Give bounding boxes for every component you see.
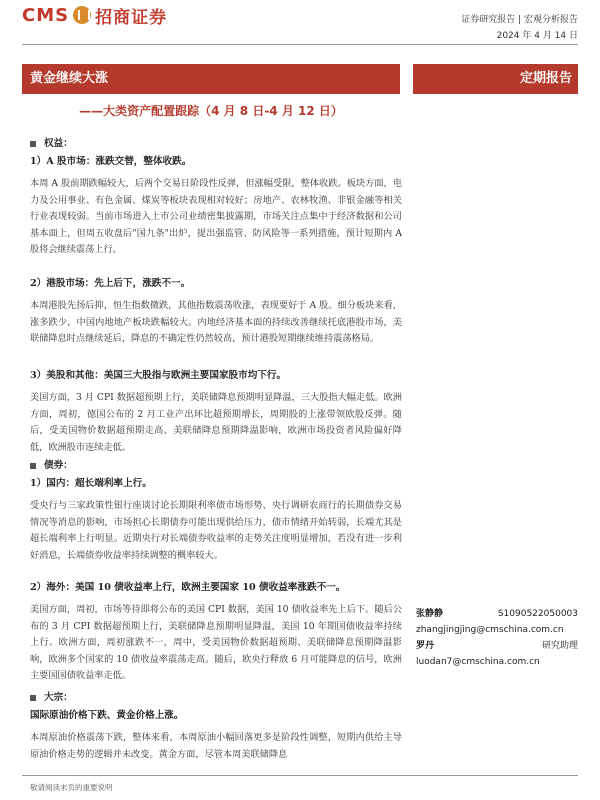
domestic-text: 受央行与三家政策性银行座谈讨论长期限利率债市场形势、央行调研农商行的长期债券交易情况等消息的影响，市场担心长期债券可能出现供给压力，债市情绪开始转弱，长端尤其是超长端利率上行明显。近期央行对长端债券收益率的走势关注度明显增加，若没有进一步利好消息，长端债券收益率持续调整的概率较大。 [30,500,402,561]
logo-cms-text: CMS [22,4,70,26]
logo-cn-text: 招商证券 [95,7,168,28]
report-date: 2024 年 4 月 14 日 [496,31,578,41]
analyst-role: 研究助理 [541,641,578,651]
a-share-text: 本周 A 股前期跌幅较大，后两个交易日阶段性反弹，但涨幅受限，整体收跌。板块方面，电力及公用事业、有色金属、煤炭等板块表现相对较好；房地产、农林牧渔、非银金融等相关行业表现较弱。当前市场进入上市公司业绩密集披露期，市场关注点集中于经济数据和公司基本面上，但周五收盘后"国九条"出炉，提出强监管、防风险等一系列措施，预计短期内 A 股将会继续震荡上行。 [30,178,402,256]
bond-title: 债券： [44,460,73,471]
equity-heading [30,136,402,152]
footer-note: 敬请阅读末页的重要说明 [30,783,113,792]
analyst-id: S1090522050003 [497,609,578,619]
commodity-sub-title: 国际原油价格下跌、黄金价格上涨。 [30,710,184,721]
square-bullet-icon [30,695,36,701]
square-bullet-icon [30,141,36,147]
hk-section [30,276,402,348]
overseas-title: 2）海外：美国 10 债收益率上行，欧洲主要国家 10 债收益率涨跌不一。 [30,582,346,593]
analyst-row [416,606,578,622]
analyst-panel [416,606,578,670]
header-meta [461,12,578,44]
company-logo [22,2,167,28]
report-subtitle: ——大类资产配置跟踪（4 月 8 日-4 月 12 日） [79,104,343,118]
us-section [30,368,402,456]
analyst-row [416,638,578,654]
hk-title: 2）港股市场：先上后下，涨跌不一。 [30,278,191,289]
header-divider [22,44,578,45]
commodity-title: 大宗： [44,692,73,703]
logo-mark-icon [73,6,91,24]
report-title: 黄金继续大涨 [22,64,400,94]
footer-divider [22,775,578,776]
square-bullet-icon [30,463,36,469]
equity-section [30,136,402,259]
bond-heading [30,458,402,474]
domestic-title: 1）国内：超长端利率上行。 [30,478,152,489]
report-type: 证券研究报告 | 宏观分析报告 [461,15,578,25]
commodity-text: 本周原油价格震荡下跌，整体来看，本周原油小幅回落更多是阶段性调整，短期内供给主导原油价格走势的逻辑并未改变。黄金方面，尽管本周美联储降息 [30,732,402,760]
analyst-name: 张静静 [416,609,444,619]
analyst-name: 罗丹 [416,641,435,651]
commodity-section [30,690,402,763]
overseas-section [30,580,402,685]
analyst-email[interactable]: luodan7@cmschina.com.cn [416,657,540,667]
us-text: 美国方面，3 月 CPI 数据超预期上行，美联储降息预期明显降温，三大股指大幅走低。欧洲方面，周初，德国公布的 2 月工业产出环比超预期增长，周期股的上涨带领欧股反弹。随后，受美国物价数据超预期走高、美联储降息预期降温影响，欧洲市场投资者风险偏好降低，欧洲股市连续走低。 [30,392,402,453]
report-tag: 定期报告 [413,64,578,94]
analyst-email[interactable]: zhangjingjing@cmschina.com.cn [416,625,564,635]
overseas-text: 美国方面，周初，市场等待即将公布的美国 CPI 数据，美国 10 债收益率先上后下。随后公布的 3 月 CPI 数据超预期上行，美联储降息预期明显降温，美国 10 年期国债收益率持续上行。欧洲方面，周初涨跌不一，周中，受美国物价数据超预期、美联储降息预期降温影响，欧洲多个国家的 10 债收益率震荡走高。随后，欧央行释放 6 月可能降息的信号，欧洲主要国国债收益率走低。 [30,604,402,682]
hk-text: 本周港股先扬后抑，恒生指数微跌，其他指数震荡收涨，表现要好于 A 股。细分板块来看，涨多跌少，中国内地地产板块跌幅较大。内地经济基本面的持续改善继续托底港股市场，美联储降息时点继续延后，降息的不确定性仍然较高，预计港股短期继续维持震荡格局。 [30,300,402,345]
a-share-title: 1）A 股市场：涨跌交替，整体收跌。 [30,156,192,167]
commodity-heading [30,690,402,706]
equity-title: 权益： [44,138,73,149]
bond-section [30,458,402,564]
us-title: 3）美股和其他：美国三大股指与欧洲主要国家股市均下行。 [30,370,287,381]
